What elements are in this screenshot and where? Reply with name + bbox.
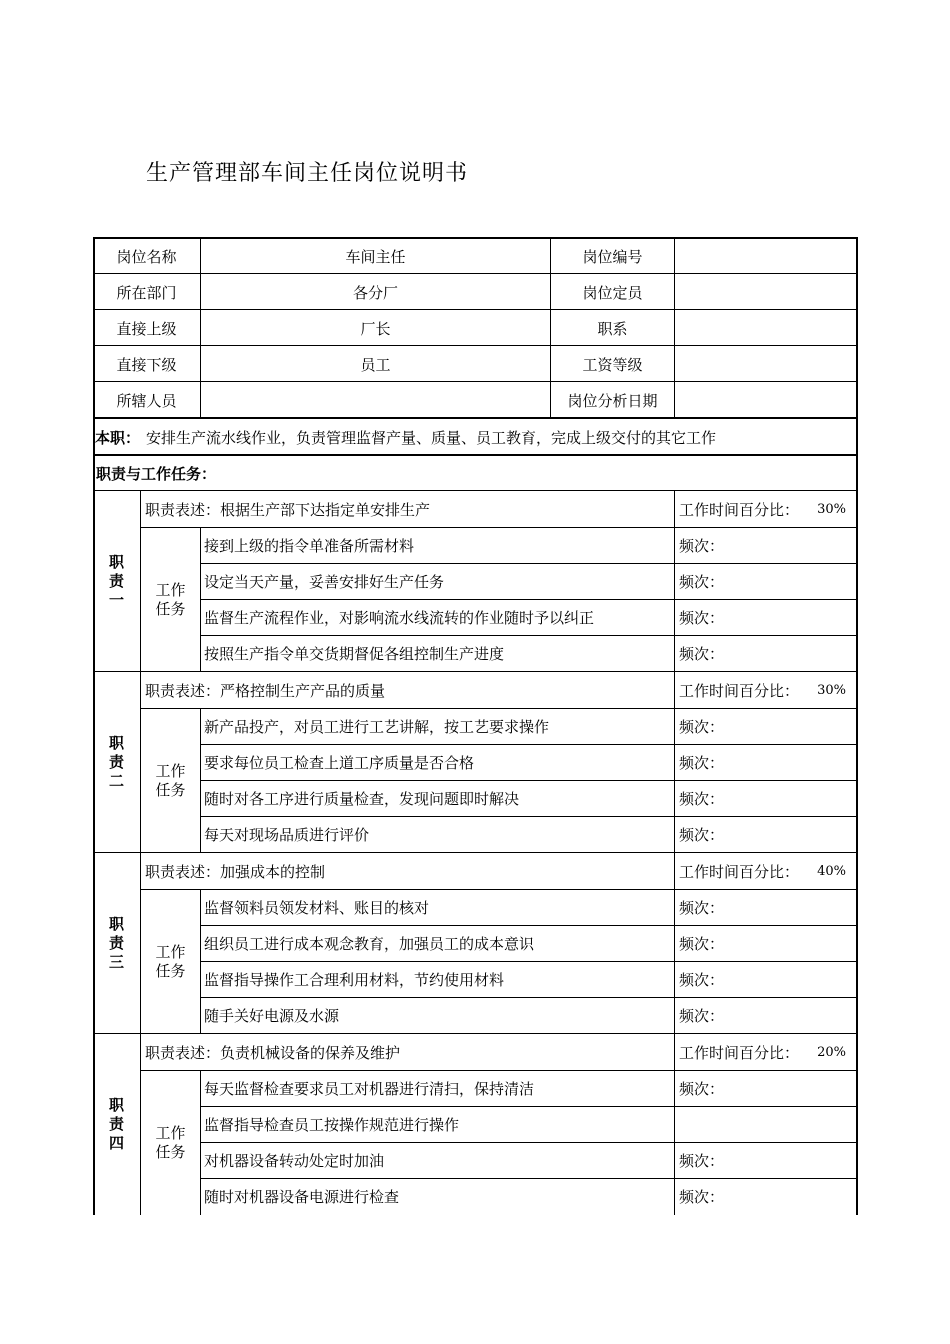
header-label-department: 所在部门 <box>116 283 177 302</box>
duties-header: 职责与工作任务： <box>96 464 217 483</box>
task-label-line: 任务 <box>155 961 186 980</box>
duty-label-char: 一 <box>108 591 124 609</box>
task-label-line: 任务 <box>155 1142 186 1161</box>
duty-label-char: 责 <box>108 572 124 590</box>
header-label-position-number: 岗位编号 <box>582 247 643 266</box>
page-title: 生产管理部车间主任岗位说明书 <box>146 161 469 186</box>
task-label <box>141 1070 200 1215</box>
main-duty-label: 本职： <box>95 428 141 447</box>
task-label-line: 工作 <box>155 761 186 780</box>
task-frequency: 频次： <box>679 536 725 555</box>
job-description-table <box>93 237 858 1215</box>
time-percent-value: 20% <box>817 1044 846 1060</box>
task-frequency: 频次： <box>679 898 725 917</box>
duty-label-char: 职 <box>108 1096 124 1114</box>
task-frequency: 频次： <box>679 1006 725 1025</box>
header-value-position-name: 车间主任 <box>345 247 406 266</box>
task-label <box>141 708 200 853</box>
grid-line <box>674 672 675 853</box>
header-label-headcount: 岗位定员 <box>582 283 643 302</box>
task-label-line: 任务 <box>155 780 186 799</box>
duty-two-time-percent <box>676 672 856 708</box>
task-text: 组织员工进行成本观念教育，加强员工的成本意识 <box>204 934 535 953</box>
header-value-salary-grade <box>675 346 856 382</box>
task-text: 对机器设备转动处定时加油 <box>204 1151 385 1170</box>
duty-label-two <box>93 672 140 853</box>
task-label-line: 任务 <box>155 599 186 618</box>
duty-four-description: 职责表述：负责机械设备的保养及维护 <box>145 1043 401 1062</box>
duty-label-char: 责 <box>108 753 124 771</box>
task-label-line: 工作 <box>155 580 186 599</box>
duty-three-description: 职责表述：加强成本的控制 <box>145 862 326 881</box>
grid-line <box>674 491 675 672</box>
header-label-position-name: 岗位名称 <box>116 247 177 266</box>
task-frequency: 频次： <box>679 1151 725 1170</box>
task-text: 按照生产指令单交货期督促各组控制生产进度 <box>204 644 505 663</box>
duty-label-char: 责 <box>108 1115 124 1133</box>
header-value-analysis-date <box>675 382 856 418</box>
header-label-staff: 所辖人员 <box>116 391 177 410</box>
task-frequency: 频次： <box>679 608 725 627</box>
duty-label-four <box>93 1034 140 1215</box>
task-label <box>141 889 200 1034</box>
task-text: 随时对机器设备电源进行检查 <box>204 1187 400 1206</box>
header-label-job-family: 职系 <box>597 319 628 338</box>
task-frequency: 频次： <box>679 717 725 736</box>
task-frequency: 频次： <box>679 825 725 844</box>
duty-label-char: 职 <box>108 734 124 752</box>
task-frequency: 频次： <box>679 644 725 663</box>
task-text: 设定当天产量，妥善安排好生产任务 <box>204 572 445 591</box>
duty-four-time-percent <box>676 1034 856 1070</box>
duty-label-char: 三 <box>108 953 124 971</box>
task-frequency: 频次： <box>679 934 725 953</box>
main-duty-row <box>95 419 855 455</box>
time-percent-label: 工作时间百分比： <box>679 681 800 700</box>
duty-label-char: 四 <box>108 1134 124 1152</box>
task-text: 监督指导检查员工按操作规范进行操作 <box>204 1115 460 1134</box>
time-percent-value: 30% <box>817 682 846 698</box>
grid-line <box>674 1034 675 1215</box>
duty-label-one <box>93 491 140 672</box>
task-text: 随时对各工序进行质量检查，发现问题即时解决 <box>204 789 520 808</box>
header-value-supervisor: 厂长 <box>360 319 391 338</box>
task-frequency: 频次： <box>679 789 725 808</box>
header-value-department: 各分厂 <box>352 283 398 302</box>
task-text: 每天对现场品质进行评价 <box>204 825 370 844</box>
header-value-job-family <box>675 310 856 346</box>
header-label-analysis-date: 岗位分析日期 <box>567 391 658 410</box>
time-percent-label: 工作时间百分比： <box>679 862 800 881</box>
duty-label-char: 职 <box>108 915 124 933</box>
duty-label-three <box>93 853 140 1034</box>
task-text: 新产品投产，对员工进行工艺讲解，按工艺要求操作 <box>204 717 550 736</box>
duty-one-description: 职责表述：根据生产部下达指定单安排生产 <box>145 500 431 519</box>
header-label-salary-grade: 工资等级 <box>582 355 643 374</box>
task-frequency: 频次： <box>679 572 725 591</box>
task-frequency: 频次： <box>679 1187 725 1206</box>
duty-two-description: 职责表述：严格控制生产产品的质量 <box>145 681 386 700</box>
header-value-position-number <box>675 238 856 274</box>
task-text: 要求每位员工检查上道工序质量是否合格 <box>204 753 475 772</box>
main-duty-text: 安排生产流水线作业，负责管理监督产量、质量、员工教育，完成上级交付的其它工作 <box>146 428 717 447</box>
duty-one-time-percent <box>676 491 856 527</box>
task-text: 监督领料员领发材料、账目的核对 <box>204 898 430 917</box>
task-frequency: 频次： <box>679 1079 725 1098</box>
grid-line <box>674 853 675 1034</box>
task-label <box>141 527 200 672</box>
duty-label-char: 责 <box>108 934 124 952</box>
header-value-subordinates: 员工 <box>360 355 391 374</box>
header-value-staff <box>201 382 550 418</box>
task-text: 随手关好电源及水源 <box>204 1006 340 1025</box>
header-label-subordinates: 直接下级 <box>116 355 177 374</box>
task-text: 接到上级的指令单准备所需材料 <box>204 536 415 555</box>
task-frequency: 频次： <box>679 753 725 772</box>
task-label-line: 工作 <box>155 1123 186 1142</box>
duty-label-char: 职 <box>108 553 124 571</box>
task-frequency <box>676 1106 856 1142</box>
time-percent-label: 工作时间百分比： <box>679 1043 800 1062</box>
task-text: 监督指导操作工合理利用材料，节约使用材料 <box>204 970 505 989</box>
time-percent-value: 40% <box>817 863 846 879</box>
header-label-supervisor: 直接上级 <box>116 319 177 338</box>
task-text: 监督生产流程作业，对影响流水线流转的作业随时予以纠正 <box>204 608 595 627</box>
time-percent-label: 工作时间百分比： <box>679 500 800 519</box>
time-percent-value: 30% <box>817 501 846 517</box>
header-value-headcount <box>675 274 856 310</box>
task-label-line: 工作 <box>155 942 186 961</box>
task-text: 每天监督检查要求员工对机器进行清扫，保持清洁 <box>204 1079 535 1098</box>
task-frequency: 频次： <box>679 970 725 989</box>
duty-three-time-percent <box>676 853 856 889</box>
duty-label-char: 二 <box>108 772 124 790</box>
